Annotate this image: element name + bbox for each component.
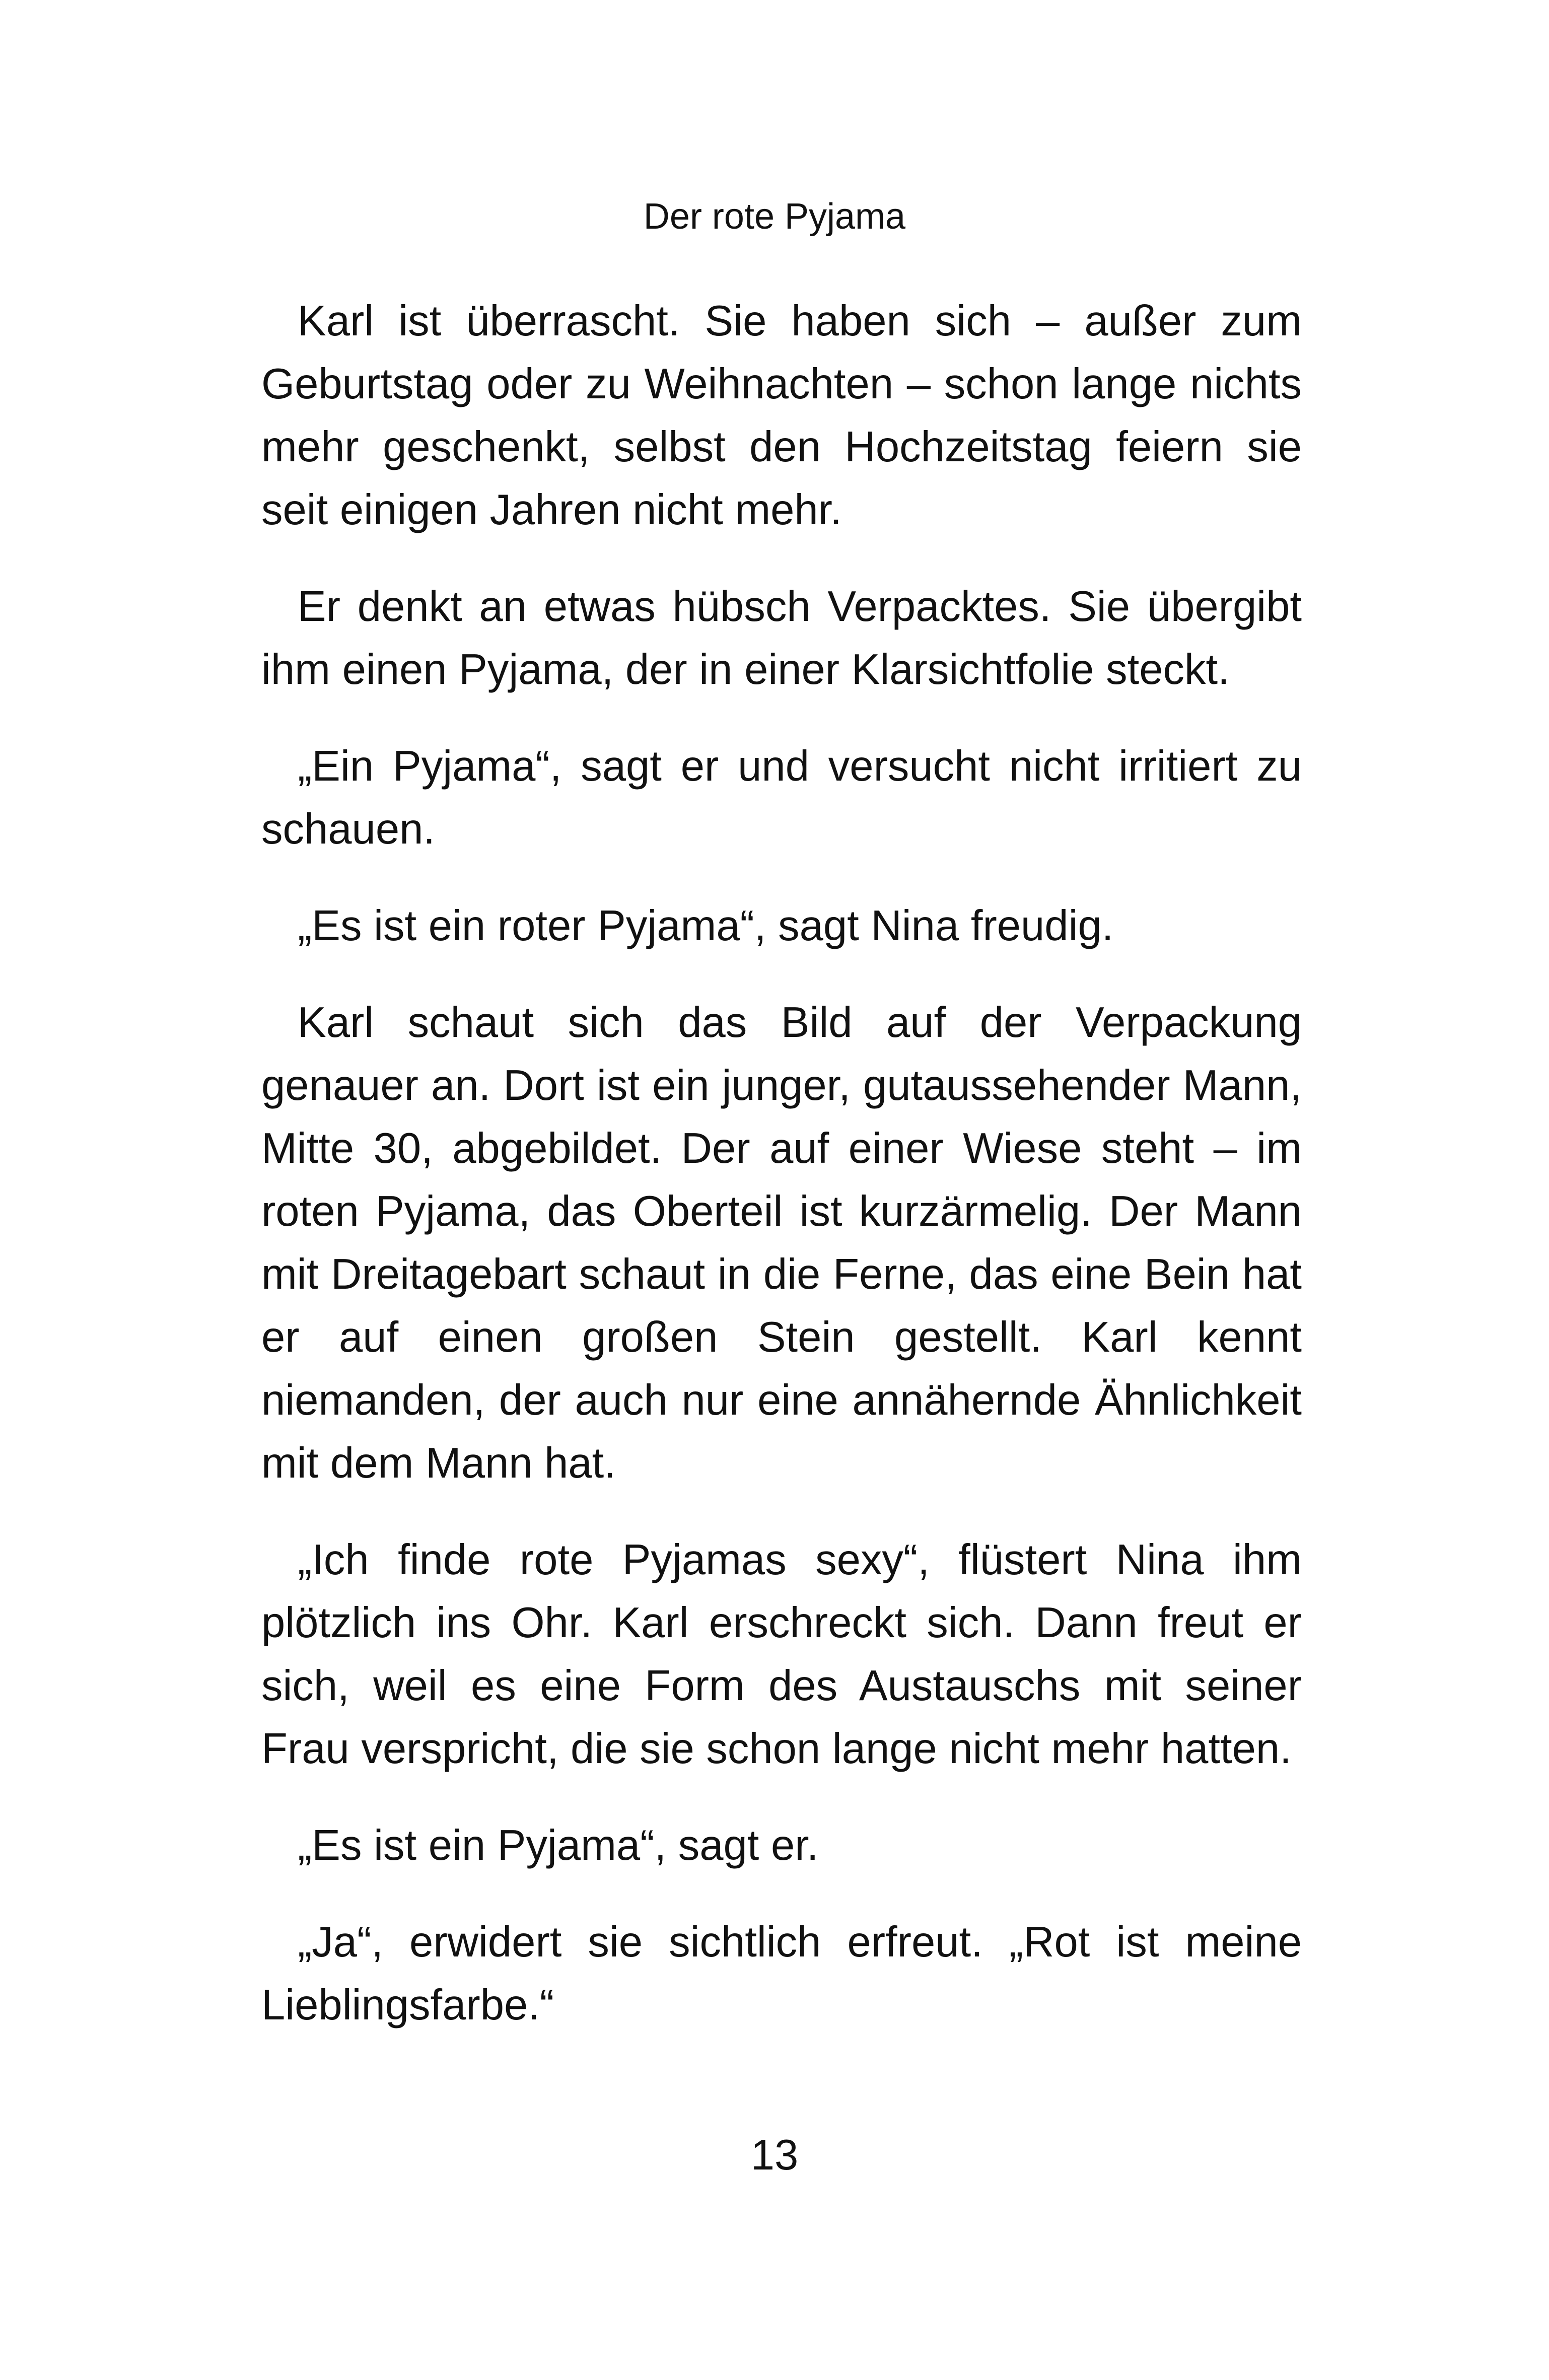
- paragraph: „Es ist ein roter Pyjama“, sagt Nina freudig.: [298, 902, 1114, 950]
- page-number: 13: [750, 2131, 799, 2179]
- paragraph: „Ein Pyjama“, sagt er und versucht nicht irritiert zu schauen.: [261, 742, 1302, 853]
- paragraph: „Es ist ein Pyjama“, sagt er.: [298, 1822, 819, 1869]
- paragraph: „Ich finde rote Pyjamas sexy“, flüstert Nina ihm plötzlich ins Ohr. Karl erschreckt sich. Dann freut er sich, weil es eine Form des Austauschs mit seiner Frau verspricht, die sie schon lange nicht mehr hatten.: [261, 1536, 1302, 1773]
- paragraph: „Ja“, erwidert sie sichtlich erfreut. „Rot ist meine Lieblingsfarbe.“: [261, 1918, 1302, 2029]
- body-text: [261, 290, 1302, 2070]
- paragraph: Er denkt an etwas hübsch Verpacktes. Sie übergibt ihm einen Pyjama, der in einer Klarsichtfolie steckt.: [261, 583, 1302, 693]
- running-header: Der rote Pyjama: [643, 196, 906, 237]
- paragraph: Karl ist überrascht. Sie haben sich – außer zum Geburtstag oder zu Weihnachten – schon lange nichts mehr geschenkt, selbst den Hochzeitstag feiern sie seit einigen Jahren nicht mehr.: [261, 297, 1302, 534]
- paragraph: Karl schaut sich das Bild auf der Verpackung genauer an. Dort ist ein junger, gutaussehender Mann, Mitte 30, abgebildet. Der auf einer Wiese steht – im roten Pyjama, das Oberteil ist kurzärmelig. Der Mann mit Dreitagebart schaut in die Ferne, das eine Bein hat er auf einen großen Stein gestellt. Karl kennt niemanden, der auch nur eine annähernde Ähnlichkeit mit dem Mann hat.: [261, 999, 1302, 1487]
